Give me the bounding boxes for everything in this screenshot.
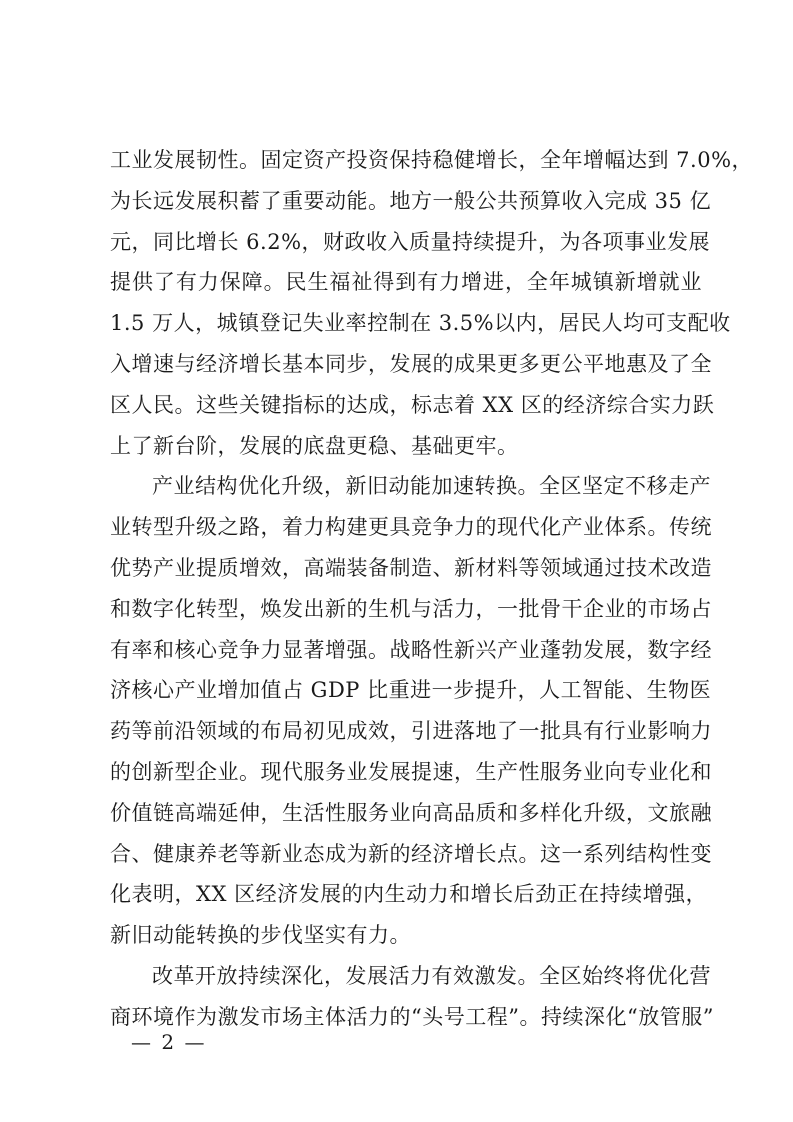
page-number: — 2 — [131, 1030, 207, 1054]
body-text [110, 140, 754, 1038]
text-line: 有率和核心竞争力显著增强。战略性新兴产业蓬勃发展，数字经 [110, 637, 712, 662]
text-line: 业转型升级之路，着力构建更具竞争力的现代化产业体系。传统 [110, 515, 712, 540]
text-line: 价值链高端延伸，生活性服务业向高品质和多样化升级，文旅融 [110, 800, 712, 825]
text-line: 新旧动能转换的步伐坚实有力。 [110, 923, 411, 948]
text-line: 化表明，XX 区经济发展的内生动力和增长后劲正在持续增强， [110, 882, 708, 907]
text-line: 和数字化转型，焕发出新的生机与活力，一批骨干企业的市场占 [110, 596, 712, 621]
text-line: 工业发展韧性。固定资产投资保持稳健增长，全年增幅达到 7.0%， [110, 148, 754, 172]
text-line: 济核心产业增加值占 GDP 比重进一步提升，人工智能、生物医 [110, 678, 712, 703]
paragraph-3 [110, 956, 714, 1038]
text-line: 区人民。这些关键指标的达成，标志着 XX 区的经济综合实力跃 [110, 392, 715, 417]
text-line: 元，同比增长 6.2%，财政收入质量持续提升，为各项事业发展 [110, 229, 711, 254]
text-line: 药等前沿领域的布局初见成效，引进落地了一批具有行业影响力 [110, 719, 712, 744]
text-line: 提供了有力保障。民生福祉得到有力增进，全年城镇新增就业 [110, 270, 702, 295]
text-line: 的创新型企业。现代服务业发展提速，生产性服务业向专业化和 [110, 759, 712, 784]
text-line: 入增速与经济增长基本同步，发展的成果更多更公平地惠及了全 [110, 351, 712, 376]
paragraph-1 [110, 140, 754, 466]
text-line: 1.5 万人，城镇登记失业率控制在 3.5%以内，居民人均可支配收 [110, 311, 731, 336]
text-line: 改革开放持续深化，发展活力有效激发。全区始终将优化营 [152, 963, 711, 988]
paragraph-2 [110, 466, 712, 956]
text-line: 商环境作为激发市场主体活力的“头号工程”。持续深化“放管服” [110, 1004, 714, 1029]
text-line: 优势产业提质增效，高端装备制造、新材料等领域通过技术改造 [110, 555, 712, 580]
text-line: 产业结构优化升级，新旧动能加速转换。全区坚定不移走产 [152, 474, 711, 499]
text-line: 上了新台阶，发展的底盘更稳、基础更牢。 [110, 433, 519, 458]
text-line: 合、健康养老等新业态成为新的经济增长点。这一系列结构性变 [110, 841, 712, 866]
text-line: 为长远发展积蓄了重要动能。地方一般公共预算收入完成 35 亿 [110, 188, 712, 213]
